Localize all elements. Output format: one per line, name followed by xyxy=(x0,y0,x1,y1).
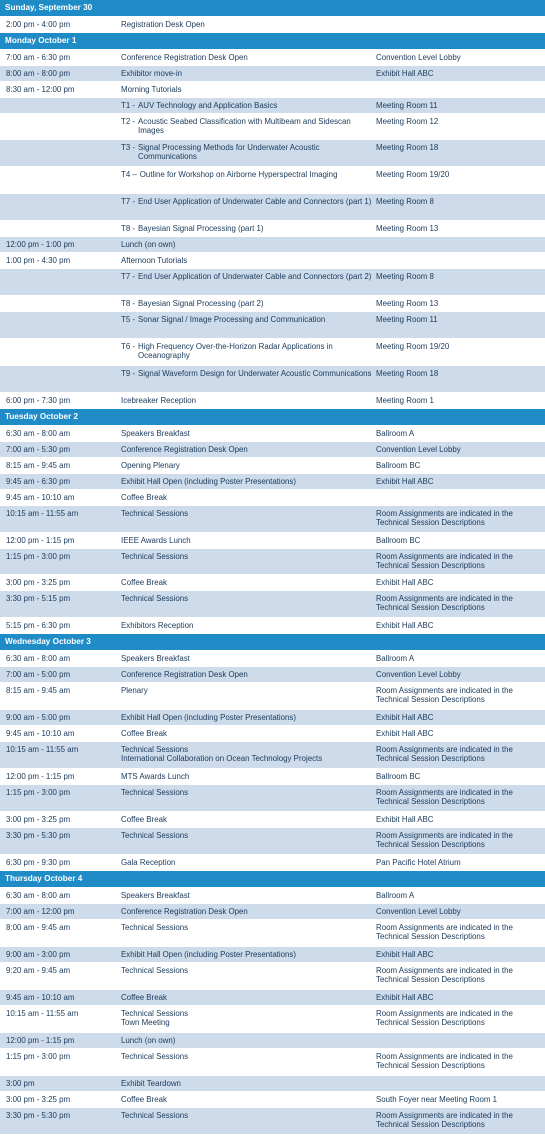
tutorial-code: T7 - xyxy=(121,272,136,281)
event-time: 10:15 am - 11:55 am xyxy=(6,1009,79,1018)
tutorial-title: High Frequency Over-the-Horizon Radar Applications in Oceanography xyxy=(138,342,333,360)
event-title: Technical Sessions xyxy=(121,509,189,518)
schedule-row xyxy=(0,490,545,506)
event-location: Ballroom BC xyxy=(376,772,421,781)
schedule-row xyxy=(0,442,545,458)
event-title: Technical Sessions xyxy=(121,594,189,603)
event-time: 6:30 pm - 9:30 pm xyxy=(6,858,71,867)
event-location: Meeting Room 18 xyxy=(376,143,439,152)
event-time: 12:00 pm - 1:00 pm xyxy=(6,240,75,249)
schedule-row xyxy=(0,785,545,812)
event-time: 3:00 pm - 3:25 pm xyxy=(6,1095,71,1104)
tutorial-code: T8 - xyxy=(121,299,136,308)
event-title: Technical Sessions xyxy=(121,1052,189,1061)
tutorial-title: Acoustic Seabed Classification with Multibeam and Sidescan Images xyxy=(138,117,351,135)
event-time: 1:15 pm - 3:00 pm xyxy=(6,552,71,561)
schedule-row xyxy=(0,1076,545,1092)
event-title: Opening Plenary xyxy=(121,461,180,470)
event-location: Room Assignments are indicated in the Technical Session Descriptions xyxy=(376,788,513,806)
tutorial-entry xyxy=(121,315,372,324)
event-location: Meeting Room 11 xyxy=(376,315,438,324)
event-time: 8:00 am - 8:00 pm xyxy=(6,69,71,78)
event-location: Room Assignments are indicated in the Technical Session Descriptions xyxy=(376,1111,513,1129)
day-header: Wednesday October 3 xyxy=(0,634,545,651)
event-time: 9:45 am - 10:10 am xyxy=(6,729,75,738)
event-time xyxy=(0,296,121,311)
tutorial-entry xyxy=(121,224,372,233)
schedule-row xyxy=(0,742,545,769)
event-title xyxy=(121,98,376,113)
tutorial-entry xyxy=(121,117,372,135)
event-location: South Foyer near Meeting Room 1 xyxy=(376,1095,498,1104)
event-location: Exhibit Hall ABC xyxy=(376,713,434,722)
schedule-row xyxy=(0,194,545,221)
event-time: 3:00 pm - 3:25 pm xyxy=(6,578,71,587)
day-section xyxy=(0,0,545,33)
day-section xyxy=(0,409,545,634)
event-location: Exhibit Hall ABC xyxy=(376,729,434,738)
day-header: Tuesday October 2 xyxy=(0,409,545,426)
day-header: Sunday, September 30 xyxy=(0,0,545,17)
schedule-row xyxy=(0,167,545,194)
event-time: 3:30 pm - 5:30 pm xyxy=(6,1111,71,1120)
event-location: Convention Level Lobby xyxy=(376,670,461,679)
event-location: Convention Level Lobby xyxy=(376,907,461,916)
schedule-row xyxy=(0,140,545,167)
event-title: Plenary xyxy=(121,686,148,695)
event-location: Room Assignments are indicated in the Technical Session Descriptions xyxy=(376,1052,513,1070)
event-location: Exhibit Hall ABC xyxy=(376,477,434,486)
schedule-row xyxy=(0,575,545,591)
schedule-row xyxy=(0,221,545,237)
schedule-row xyxy=(0,17,545,33)
event-time: 3:00 pm xyxy=(6,1079,35,1088)
schedule-row xyxy=(0,618,545,634)
event-title: Afternoon Tutorials xyxy=(121,256,188,265)
event-time: 6:30 am - 8:00 am xyxy=(6,891,71,900)
tutorial-title: Signal Waveform Design for Underwater Acoustic Communications xyxy=(138,369,372,378)
event-location: Meeting Room 1 xyxy=(376,396,434,405)
event-time: 7:00 am - 5:30 pm xyxy=(6,445,71,454)
event-time: 6:30 am - 8:00 am xyxy=(6,429,71,438)
event-time xyxy=(0,98,121,113)
event-time: 1:15 pm - 3:00 pm xyxy=(6,788,71,797)
event-title xyxy=(121,194,376,220)
tutorial-entry xyxy=(121,170,372,179)
event-location: Room Assignments are indicated in the Technical Session Descriptions xyxy=(376,594,513,612)
tutorial-title: Signal Processing Methods for Underwater Acoustic Communications xyxy=(138,143,320,161)
event-time: 2:00 pm - 4:00 pm xyxy=(6,20,71,29)
event-time: 10:15 am - 11:55 am xyxy=(6,509,79,518)
schedule-row xyxy=(0,82,545,98)
event-title: Speakers Breakfast xyxy=(121,429,190,438)
event-time xyxy=(0,114,121,139)
tutorial-entry xyxy=(121,197,372,206)
event-time: 6:30 am - 8:00 am xyxy=(6,654,71,663)
event-location: Exhibit Hall ABC xyxy=(376,993,434,1002)
schedule-row xyxy=(0,98,545,114)
event-time: 10:15 am - 11:55 am xyxy=(6,745,79,754)
event-time: 9:45 am - 10:10 am xyxy=(6,993,75,1002)
event-title: Technical Sessions International Collaboration on Ocean Technology Projects xyxy=(121,745,323,763)
event-time: 6:00 pm - 7:30 pm xyxy=(6,396,71,405)
event-location: Room Assignments are indicated in the Technical Session Descriptions xyxy=(376,552,513,570)
event-title: Coffee Break xyxy=(121,729,167,738)
schedule-row xyxy=(0,1049,545,1076)
tutorial-code: T8 - xyxy=(121,224,136,233)
event-location: Meeting Room 19/20 xyxy=(376,170,450,179)
event-location: Ballroom A xyxy=(376,429,415,438)
event-title xyxy=(121,269,376,295)
tutorial-code: T4 – xyxy=(121,170,137,179)
event-title: Technical Sessions xyxy=(121,1111,189,1120)
day-section xyxy=(0,634,545,871)
schedule-row xyxy=(0,963,545,990)
schedule-row xyxy=(0,1092,545,1108)
event-location xyxy=(376,1033,545,1048)
event-title: Technical Sessions xyxy=(121,966,189,975)
schedule-row xyxy=(0,667,545,683)
event-title: Exhibitor move-in xyxy=(121,69,182,78)
tutorial-entry xyxy=(121,342,372,360)
tutorial-code: T2 - xyxy=(121,117,136,126)
schedule-row xyxy=(0,1108,545,1135)
schedule-row xyxy=(0,651,545,667)
event-time: 9:00 am - 3:00 pm xyxy=(6,950,71,959)
event-title: Gala Reception xyxy=(121,858,176,867)
day-section xyxy=(0,871,545,1135)
event-time: 8:15 am - 9:45 am xyxy=(6,461,71,470)
event-time: 3:30 pm - 5:30 pm xyxy=(6,831,71,840)
tutorial-code: T5 - xyxy=(121,315,136,324)
event-title: Registration Desk Open xyxy=(121,20,205,29)
event-title xyxy=(121,140,376,166)
event-time xyxy=(0,194,121,220)
schedule-row xyxy=(0,1033,545,1049)
event-location: Exhibit Hall ABC xyxy=(376,950,434,959)
schedule-row xyxy=(0,549,545,575)
event-title: Icebreaker Reception xyxy=(121,396,197,405)
event-location: Pan Pacific Hotel Atrium xyxy=(376,858,461,867)
tutorial-entry xyxy=(121,369,372,378)
event-time: 7:00 am - 5:00 pm xyxy=(6,670,71,679)
tutorial-code: T9 - xyxy=(121,369,136,378)
tutorial-entry xyxy=(121,143,372,161)
event-title: Exhibit Teardown xyxy=(121,1079,181,1088)
event-time: 12:00 pm - 1:15 pm xyxy=(6,772,75,781)
event-location: Ballroom BC xyxy=(376,461,421,470)
schedule-row xyxy=(0,296,545,312)
schedule-row xyxy=(0,366,545,393)
event-title: Technical Sessions Town Meeting xyxy=(121,1009,189,1027)
event-location: Meeting Room 12 xyxy=(376,117,439,126)
schedule-row xyxy=(0,426,545,442)
event-location: Room Assignments are indicated in the Technical Session Descriptions xyxy=(376,966,513,984)
schedule-row xyxy=(0,474,545,490)
tutorial-entry xyxy=(121,101,372,110)
event-title: Coffee Break xyxy=(121,1095,167,1104)
event-time: 9:00 am - 5:00 pm xyxy=(6,713,71,722)
event-time xyxy=(0,269,121,295)
event-location: Room Assignments are indicated in the Technical Session Descriptions xyxy=(376,923,513,941)
event-title: Technical Sessions xyxy=(121,831,189,840)
event-title: Speakers Breakfast xyxy=(121,891,190,900)
schedule-row xyxy=(0,828,545,855)
event-title: Lunch (on own) xyxy=(121,1036,176,1045)
event-location: Meeting Room 18 xyxy=(376,369,439,378)
event-title: Conference Registration Desk Open xyxy=(121,670,248,679)
event-title xyxy=(121,221,376,236)
event-location: Exhibit Hall ABC xyxy=(376,815,434,824)
event-title: Coffee Break xyxy=(121,493,167,502)
event-time: 7:00 am - 6:30 pm xyxy=(6,53,71,62)
event-location: Meeting Room 13 xyxy=(376,299,439,308)
schedule-row xyxy=(0,591,545,618)
event-time: 9:45 am - 6:30 pm xyxy=(6,477,71,486)
event-title xyxy=(121,339,376,365)
schedule-row xyxy=(0,312,545,339)
event-location: Exhibit Hall ABC xyxy=(376,621,434,630)
tutorial-title: Bayesian Signal Processing (part 1) xyxy=(138,224,264,233)
event-time xyxy=(0,366,121,392)
event-location: Meeting Room 11 xyxy=(376,101,438,110)
event-time: 8:15 am - 9:45 am xyxy=(6,686,71,695)
event-time xyxy=(0,167,121,193)
event-title xyxy=(121,312,376,338)
tutorial-code: T3 - xyxy=(121,143,136,152)
event-time xyxy=(0,140,121,166)
event-title: Speakers Breakfast xyxy=(121,654,190,663)
schedule-row xyxy=(0,812,545,828)
event-location: Room Assignments are indicated in the Technical Session Descriptions xyxy=(376,1009,513,1027)
tutorial-code: T7 - xyxy=(121,197,136,206)
schedule-row xyxy=(0,683,545,710)
tutorial-title: Sonar Signal / Image Processing and Communication xyxy=(138,315,326,324)
tutorial-code: T6 - xyxy=(121,342,136,351)
tutorial-title: Outline for Workshop on Airborne Hyperspectral Imaging xyxy=(139,170,338,179)
event-time: 9:45 am - 10:10 am xyxy=(6,493,75,502)
schedule-row xyxy=(0,888,545,904)
event-title: Exhibitors Reception xyxy=(121,621,194,630)
event-location: Ballroom A xyxy=(376,654,415,663)
schedule-row xyxy=(0,990,545,1006)
event-title: Coffee Break xyxy=(121,993,167,1002)
schedule-row xyxy=(0,855,545,871)
event-location: Meeting Room 8 xyxy=(376,197,434,206)
event-title: Technical Sessions xyxy=(121,552,189,561)
event-time: 8:30 am - 12:00 pm xyxy=(6,85,75,94)
event-time: 12:00 pm - 1:15 pm xyxy=(6,1036,75,1045)
event-title xyxy=(121,114,376,139)
event-location: Ballroom BC xyxy=(376,536,421,545)
event-title: Conference Registration Desk Open xyxy=(121,907,248,916)
schedule-row xyxy=(0,50,545,66)
event-title: Coffee Break xyxy=(121,578,167,587)
event-location xyxy=(376,490,545,505)
event-location: Room Assignments are indicated in the Technical Session Descriptions xyxy=(376,509,513,527)
schedule-row xyxy=(0,506,545,533)
day-header: Monday October 1 xyxy=(0,33,545,50)
event-title xyxy=(121,296,376,311)
tutorial-title: End User Application of Underwater Cable and Connectors (part 1) xyxy=(138,197,372,206)
schedule-row xyxy=(0,920,545,947)
schedule-row xyxy=(0,339,545,366)
day-header: Thursday October 4 xyxy=(0,871,545,888)
event-title xyxy=(121,167,376,193)
tutorial-title: Bayesian Signal Processing (part 2) xyxy=(138,299,264,308)
schedule-row xyxy=(0,769,545,785)
event-title: Exhibit Hall Open (including Poster Presentations) xyxy=(121,950,296,959)
day-section xyxy=(0,33,545,409)
schedule-row xyxy=(0,726,545,742)
event-location xyxy=(376,17,545,32)
event-time: 3:00 pm - 3:25 pm xyxy=(6,815,71,824)
event-title: IEEE Awards Lunch xyxy=(121,536,191,545)
schedule-row xyxy=(0,458,545,474)
event-location: Ballroom A xyxy=(376,891,415,900)
event-time xyxy=(0,339,121,365)
tutorial-title: AUV Technology and Application Basics xyxy=(138,101,278,110)
event-title: Exhibit Hall Open (including Poster Presentations) xyxy=(121,713,296,722)
event-location: Room Assignments are indicated in the Technical Session Descriptions xyxy=(376,831,513,849)
event-time xyxy=(0,312,121,338)
event-location xyxy=(376,253,545,268)
event-time: 1:00 pm - 4:30 pm xyxy=(6,256,71,265)
schedule-row xyxy=(0,66,545,82)
schedule-row xyxy=(0,533,545,549)
event-title: Coffee Break xyxy=(121,815,167,824)
event-title: Exhibit Hall Open (including Poster Presentations) xyxy=(121,477,296,486)
tutorial-code: T1 - xyxy=(121,101,136,110)
schedule-row xyxy=(0,1006,545,1033)
tutorial-entry xyxy=(121,272,372,281)
event-location: Convention Level Lobby xyxy=(376,53,461,62)
event-title: Lunch (on own) xyxy=(121,240,176,249)
event-location: Room Assignments are indicated in the Technical Session Descriptions xyxy=(376,686,513,704)
event-time: 8:00 am - 9:45 am xyxy=(6,923,71,932)
event-title: Conference Registration Desk Open xyxy=(121,53,248,62)
schedule-row xyxy=(0,904,545,920)
event-location: Meeting Room 19/20 xyxy=(376,342,450,351)
tutorial-entry xyxy=(121,299,372,308)
schedule-row xyxy=(0,393,545,409)
event-time: 9:20 am - 9:45 am xyxy=(6,966,71,975)
event-location: Exhibit Hall ABC xyxy=(376,578,434,587)
event-title xyxy=(121,366,376,392)
event-location: Convention Level Lobby xyxy=(376,445,461,454)
event-location: Meeting Room 8 xyxy=(376,272,434,281)
tutorial-title: End User Application of Underwater Cable and Connectors (part 2) xyxy=(138,272,372,281)
schedule-row xyxy=(0,710,545,726)
event-title: Technical Sessions xyxy=(121,923,189,932)
event-location xyxy=(376,82,545,97)
schedule-row xyxy=(0,269,545,296)
event-title: Conference Registration Desk Open xyxy=(121,445,248,454)
schedule-row xyxy=(0,114,545,140)
event-location xyxy=(376,237,545,252)
schedule-row xyxy=(0,237,545,253)
event-location xyxy=(376,1076,545,1091)
event-time: 7:00 am - 12:00 pm xyxy=(6,907,75,916)
event-location: Room Assignments are indicated in the Technical Session Descriptions xyxy=(376,745,513,763)
event-time: 3:30 pm - 5:15 pm xyxy=(6,594,71,603)
event-location: Meeting Room 13 xyxy=(376,224,439,233)
event-title: Technical Sessions xyxy=(121,788,189,797)
event-title: MTS Awards Lunch xyxy=(121,772,190,781)
event-time: 1:15 pm - 3:00 pm xyxy=(6,1052,71,1061)
event-time: 12:00 pm - 1:15 pm xyxy=(6,536,75,545)
event-time xyxy=(0,221,121,236)
event-location: Exhibit Hall ABC xyxy=(376,69,434,78)
schedule-row xyxy=(0,947,545,963)
event-time: 5:15 pm - 6:30 pm xyxy=(6,621,71,630)
event-title: Morning Tutorials xyxy=(121,85,182,94)
schedule-row xyxy=(0,253,545,269)
